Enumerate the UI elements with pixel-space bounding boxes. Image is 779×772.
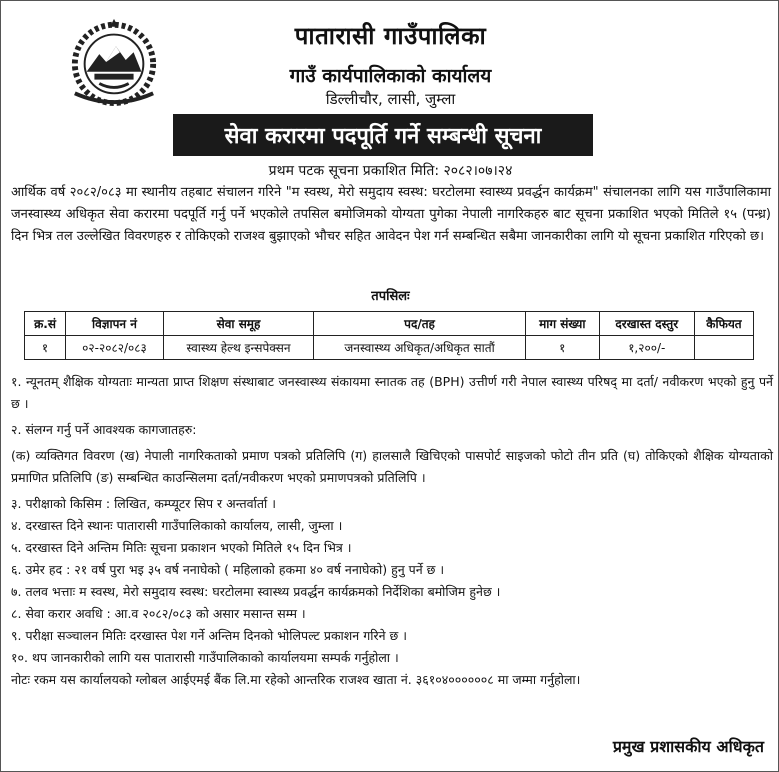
org-name: पातारासी गाउँपालिका: [294, 22, 487, 50]
note: नोटः रकम यस कार्यालयको ग्लोबल आईएमई बैंक लि.मा रहेको आन्तरिक राजश्व खाता नं. ३६१०४००००००८ मा जम्मा गर्नुहोला।: [11, 672, 581, 687]
table-cell: १: [25, 336, 66, 360]
col-header: विज्ञापन नं: [66, 312, 164, 336]
list-item-contract-period: ८. सेवा करार अवधि : आ.व २०८२/०८३ को असार मसान्त सम्म ।: [11, 606, 306, 621]
notice-title: सेवा करारमा पदपूर्ति गर्ने सम्बन्धी सूचना: [173, 114, 593, 156]
list-item-submission-place: ४. दरखास्त दिने स्थानः पातारासी गाउँपालिकाको कार्यालय, लासी, जुम्ला ।: [11, 518, 343, 533]
list-item-exam-type: ३. परीक्षाको किसिम : लिखित, कम्प्यूटर सिप र अन्तर्वार्ता ।: [11, 496, 276, 511]
col-header: कैफियत: [694, 312, 753, 336]
col-header: क्र.सं: [25, 312, 66, 336]
list-item-deadline: ५. दरखास्त दिने अन्तिम मितिः सूचना प्रकाशन भएको मितिले १५ दिन भित्र ।: [11, 540, 352, 555]
list-item-qualification: १. न्यूनतम् शैक्षिक योग्यताः मान्यता प्राप्त शिक्षण संस्थाबाट जनस्वास्थ्य संकायमा स्नातक तह (BPH) उत्तीर्ण गरी नेपाल स्वास्थ्य परिषद् मा दर्ता/ नवीकरण भएको हुनु पर्ने छ ।: [11, 374, 773, 411]
signature-title: प्रमुख प्रशासकीय अधिकृत: [612, 737, 764, 756]
table-cell: ०२-२०८२/०८३: [66, 336, 164, 360]
col-header: पद/तह: [314, 312, 526, 336]
list-item-salary: ७. तलव भत्ताः म स्वस्थ, मेरो समुदाय स्वस्थ: घरटोलमा स्वास्थ्य प्रवर्द्धन कार्यक्रमको निर्देशिका बमोजिम हुनेछ ।: [11, 584, 501, 599]
table-cell: स्वास्थ्य हेल्थ इन्सपेक्सन: [163, 336, 313, 360]
col-header: दरखास्त दस्तुर: [599, 312, 694, 336]
table-header-row: [25, 312, 754, 336]
table-cell: जनस्वास्थ्य अधिकृत/अधिकृत सातौं: [314, 336, 526, 360]
list-item-exam-date: ९. परीक्षा सञ्चालन मितिः दरखास्त पेश गर्ने अन्तिम दिनको भोलिपल्ट प्रकाशन गरिने छ ।: [11, 628, 407, 643]
list-item-contact: १०. थप जानकारीको लागि यस पातारासी गाउँपालिकाको कार्यालयमा सम्पर्क गर्नुहोला ।: [11, 650, 399, 665]
list-item-documents: (क) व्यक्तिगत विवरण (ख) नेपाली नागरिकताको प्रमाण पत्रको प्रतिलिपि (ग) हालसालै खिचिएको पासपोर्ट साइजको फोटो तीन प्रति (घ) तोकिएको शैक्षिक योग्यताको प्रमाणित प्रतिलिपि (ङ) सम्बन्धित काउन्सिलमा दर्ता/नवीकरण भएको प्रमाणपत्रको प्रतिलिपि ।: [11, 448, 773, 485]
table-row: [25, 336, 754, 360]
table-title: तपसिलः: [371, 289, 410, 304]
vacancy-table: [24, 311, 754, 360]
intro-paragraph: आर्थिक वर्ष २०८२/०८३ मा स्थानीय तहबाट संचालन गरिने "म स्वस्थ, मेरो समुदाय स्वस्थ: घरटोलमा स्वास्थ्य प्रवर्द्धन कार्यक्रम" संचालनका लागि यस गाउँपालिकामा जनस्वास्थ्य अधिकृत सेवा करारमा पदपूर्ति गर्नु पर्ने भएकोले तपसिल बमोजिमको योग्यता पुगेका नेपाली नागरिकहरु बाट सूचना प्रकाशित भएको मितिले १५ (पन्ध्र) दिन भित्र तल उल्लेखित विवरणहरु र तोकिएको राजश्व बुझाएको भौचर सहित आवेदन पेश गर्न सम्बन्धित सबैमा जानकारीका लागि यो सूचना प्रकाशित गरिएको छ।: [11, 185, 771, 244]
office-name: गाउँ कार्यपालिकाको कार्यालय: [289, 65, 492, 87]
office-address: डिल्लीचौर, लासी, जुम्ला: [325, 90, 456, 108]
col-header: माग संख्या: [525, 312, 599, 336]
list-item-age-limit: ६. उमेर हद : २१ वर्ष पुरा भइ ३५ वर्ष ननाघेको ( महिलाको हकमा ४० वर्ष ननाघेको) हुनु पर्ने छ ।: [11, 562, 445, 577]
table-cell: [694, 336, 753, 360]
requirements-list: [11, 371, 773, 691]
table-cell: १,२००/-: [599, 336, 694, 360]
publish-date: प्रथम पटक सूचना प्रकाशित मिति: २०८२।०७।२४: [268, 163, 513, 179]
table-cell: १: [525, 336, 599, 360]
col-header: सेवा समूह: [163, 312, 313, 336]
list-item-documents-heading: २. संलग्न गर्नु पर्ने आवश्यक कागजातहरु:: [11, 422, 197, 437]
